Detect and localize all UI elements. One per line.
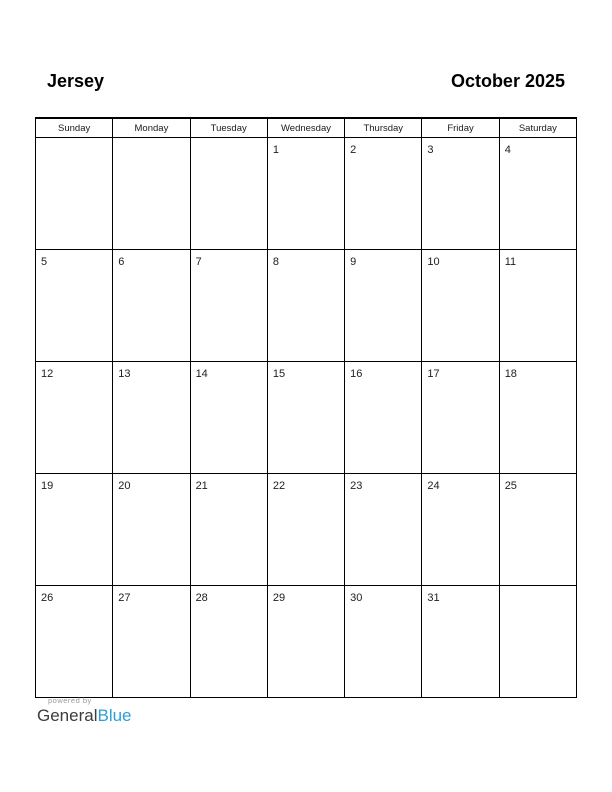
day-number: 5: [41, 256, 48, 268]
calendar-day-cell: [36, 362, 113, 474]
calendar-day-cell: [499, 474, 576, 586]
calendar-day-cell: [113, 138, 190, 250]
calendar-day-cell: [499, 586, 576, 698]
calendar-table: [35, 117, 577, 698]
weekday-header-saturday: Saturday: [499, 118, 576, 138]
calendar-day-cell: [190, 474, 267, 586]
calendar-day-cell: [36, 250, 113, 362]
calendar-day-cell: [345, 586, 422, 698]
day-number: 16: [350, 368, 363, 380]
day-number: 14: [195, 368, 208, 380]
day-number: 17: [427, 368, 440, 380]
calendar-day-cell: [267, 138, 344, 250]
day-number: 26: [41, 592, 54, 604]
day-number: 18: [504, 368, 517, 380]
brand-blue-text: Blue: [97, 706, 132, 725]
calendar-day-cell: [267, 586, 344, 698]
calendar-day-cell: [113, 586, 190, 698]
day-number: 20: [118, 480, 131, 492]
day-number: 7: [195, 256, 202, 268]
weekday-header-sunday: Sunday: [36, 118, 113, 138]
day-number: 13: [118, 368, 131, 380]
calendar-day-cell: [267, 362, 344, 474]
calendar-day-cell: [190, 138, 267, 250]
weekday-header-monday: Monday: [113, 118, 190, 138]
calendar-day-cell: [499, 362, 576, 474]
powered-by-label: powered by: [48, 696, 92, 705]
calendar-week-row: [36, 474, 577, 586]
day-number: 15: [272, 368, 286, 380]
day-number: 11: [504, 256, 517, 268]
calendar-week-row: [36, 586, 577, 698]
day-number: 21: [195, 480, 208, 492]
page-title: Jersey: [47, 71, 105, 91]
calendar-day-cell: [190, 250, 267, 362]
calendar-day-cell: [345, 362, 422, 474]
calendar-day-cell: [422, 138, 499, 250]
day-number: 6: [118, 256, 125, 268]
generalblue-logo: [37, 706, 132, 726]
calendar-day-cell: [36, 474, 113, 586]
day-number: 28: [195, 592, 208, 604]
calendar-day-cell: [422, 250, 499, 362]
calendar-day-cell: [190, 586, 267, 698]
calendar-day-cell: [499, 138, 576, 250]
brand-general-text: General: [37, 706, 98, 725]
day-number: 8: [272, 256, 279, 268]
day-number: 4: [504, 144, 511, 156]
weekday-header-friday: Friday: [422, 118, 499, 138]
calendar-week-row: [36, 138, 577, 250]
day-number: 25: [504, 480, 517, 492]
calendar-day-cell: [36, 586, 113, 698]
day-number: 31: [427, 592, 440, 604]
day-number: 9: [350, 256, 357, 268]
calendar-day-cell: [113, 362, 190, 474]
day-number: 10: [427, 256, 440, 268]
day-number: 22: [272, 480, 286, 492]
calendar-day-cell: [113, 250, 190, 362]
day-number: 1: [272, 144, 279, 156]
calendar-day-cell: [190, 362, 267, 474]
day-number: 29: [272, 592, 286, 604]
weekday-header-wednesday: Wednesday: [267, 118, 344, 138]
calendar-day-cell: [345, 474, 422, 586]
calendar-week-row: [36, 362, 577, 474]
day-number: 19: [41, 480, 54, 492]
day-number: 3: [427, 144, 434, 156]
day-number: 24: [427, 480, 440, 492]
calendar-day-cell: [267, 250, 344, 362]
calendar-day-cell: [36, 138, 113, 250]
calendar-day-cell: [113, 474, 190, 586]
month-title: October 2025: [450, 71, 565, 91]
calendar-day-cell: [422, 586, 499, 698]
calendar-day-cell: [422, 474, 499, 586]
day-number: 12: [41, 368, 54, 380]
weekday-header-row: [36, 118, 577, 138]
weekday-header-tuesday: Tuesday: [190, 118, 267, 138]
page-header: [47, 71, 565, 92]
calendar-week-row: [36, 250, 577, 362]
calendar-day-cell: [422, 362, 499, 474]
calendar-day-cell: [345, 138, 422, 250]
generalblue-footer: [37, 696, 132, 726]
day-number: 2: [350, 144, 357, 156]
calendar-day-cell: [499, 250, 576, 362]
day-number: 30: [350, 592, 363, 604]
weekday-header-thursday: Thursday: [345, 118, 422, 138]
calendar-day-cell: [267, 474, 344, 586]
day-number: 27: [118, 592, 131, 604]
day-number: 23: [350, 480, 363, 492]
calendar-day-cell: [345, 250, 422, 362]
